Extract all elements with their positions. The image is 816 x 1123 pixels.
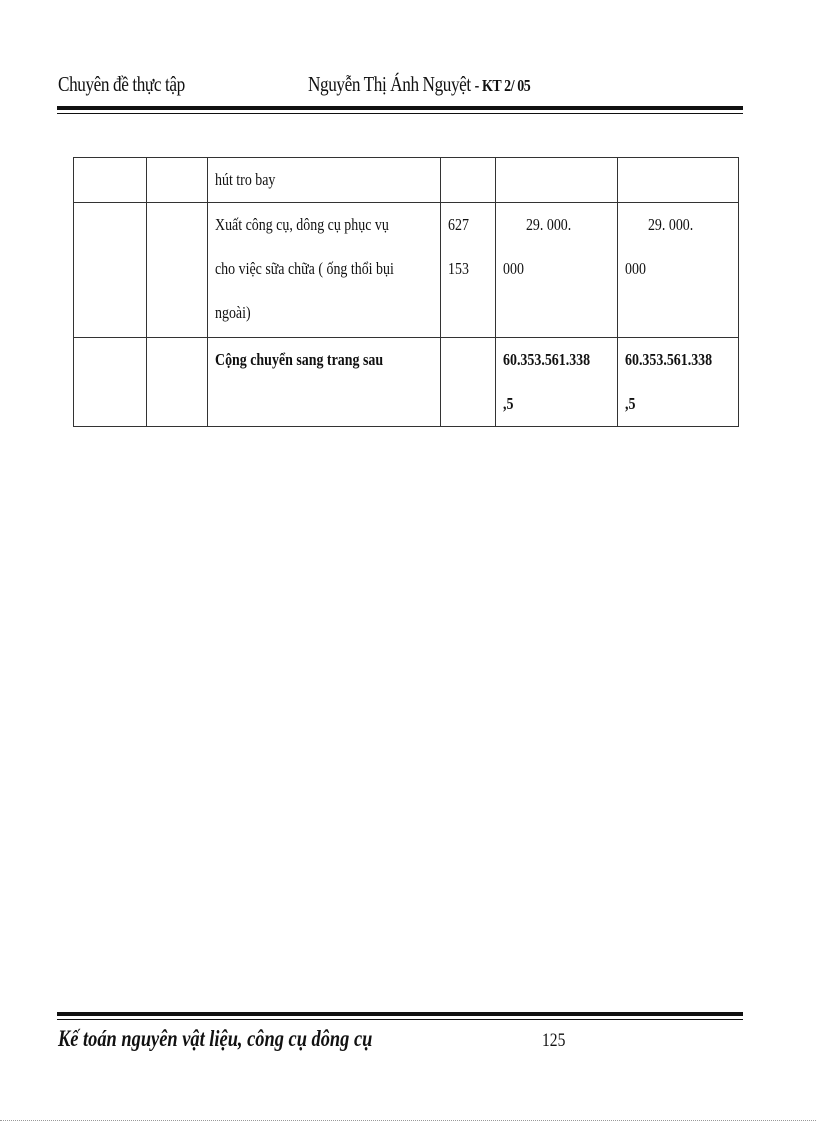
table-row xyxy=(74,203,739,338)
debit-amount-line: 000 xyxy=(503,259,525,278)
cell-credit xyxy=(617,158,738,203)
cell-credit xyxy=(617,338,738,427)
class-code: - KT 2/ 05 xyxy=(474,76,531,95)
table-row xyxy=(74,158,739,203)
cell-doc-number xyxy=(74,203,147,338)
account-debit: 627 xyxy=(447,215,469,234)
cell-doc-date xyxy=(146,338,207,427)
total-debit-line: 60.353.561.338 xyxy=(503,350,591,369)
cell-doc-number xyxy=(74,338,147,427)
credit-amount-line: 29. 000. xyxy=(647,215,693,234)
total-debit-line: ,5 xyxy=(503,394,514,413)
page-bottom-edge xyxy=(0,1120,816,1122)
author-name: Nguyễn Thị Ánh Nguyệt xyxy=(308,72,471,96)
header-report-title: Chuyên đề thực tập xyxy=(58,72,185,96)
cell-account xyxy=(440,338,496,427)
cell-debit xyxy=(496,158,617,203)
page-number: 125 xyxy=(542,1030,566,1051)
header-rule-thin xyxy=(57,113,743,114)
footer-rule-thick xyxy=(57,1012,743,1016)
account-credit: 153 xyxy=(447,259,469,278)
cell-description xyxy=(207,338,440,427)
footer-title: Kế toán nguyên vật liệu, công cụ dông cụ xyxy=(58,1026,373,1051)
description-line: cho việc sữa chữa ( ống thổi bụi xyxy=(214,259,394,278)
cell-debit xyxy=(496,203,617,338)
cell-account xyxy=(440,203,496,338)
header-author xyxy=(308,72,530,97)
cell-credit xyxy=(617,203,738,338)
description-line: hút tro bay xyxy=(214,170,275,189)
credit-amount-line: 000 xyxy=(624,259,646,278)
cell-debit xyxy=(496,338,617,427)
total-credit-line: ,5 xyxy=(624,394,636,413)
cell-account xyxy=(440,158,496,203)
ledger-table xyxy=(73,157,739,427)
cell-description xyxy=(207,203,440,338)
cell-description xyxy=(207,158,440,203)
header-rule-thick xyxy=(57,106,743,110)
description-line: ngoài) xyxy=(214,303,251,322)
description-line: Xuất công cụ, dông cụ phục vụ xyxy=(214,215,389,234)
page-header xyxy=(58,72,742,104)
debit-amount-line: 29. 000. xyxy=(526,215,572,234)
cell-doc-date xyxy=(146,203,207,338)
total-label: Cộng chuyển sang trang sau xyxy=(214,350,383,369)
cell-doc-number xyxy=(74,158,147,203)
footer-rule-thin xyxy=(57,1019,743,1020)
cell-doc-date xyxy=(146,158,207,203)
table-row-total xyxy=(74,338,739,427)
total-credit-line: 60.353.561.338 xyxy=(624,350,712,369)
